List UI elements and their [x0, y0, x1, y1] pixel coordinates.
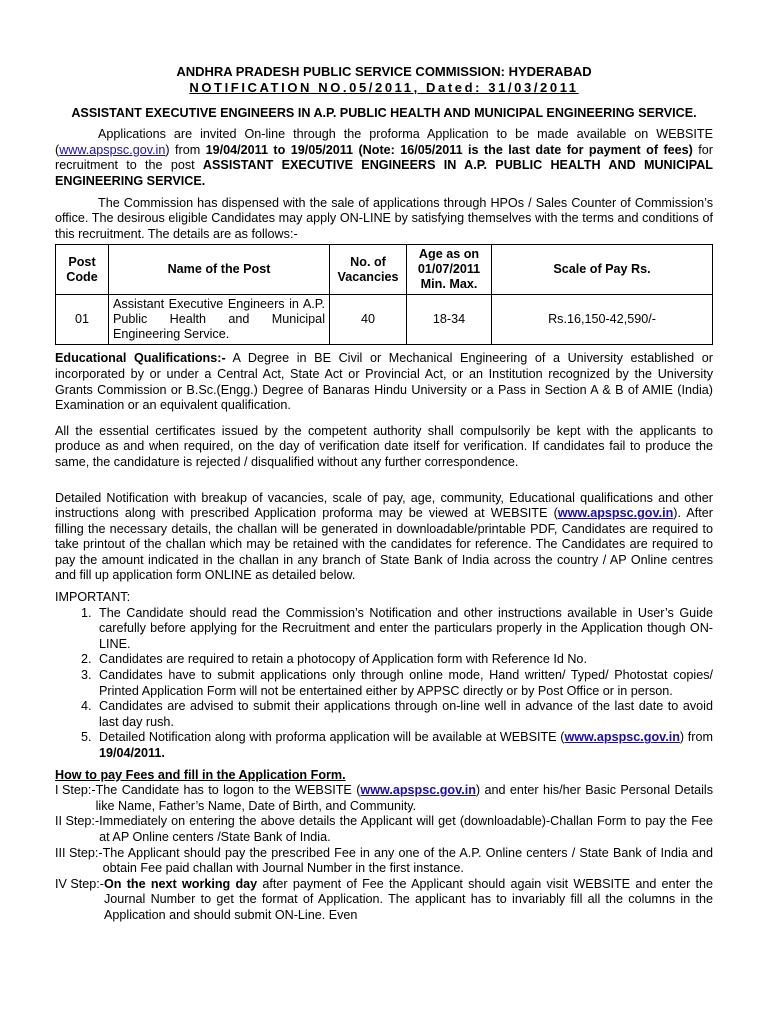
- cell-vacancies: 40: [330, 295, 407, 345]
- intro-post-name: ASSISTANT EXECUTIVE ENGINEERS IN A.P. PUBLIC HEALTH AND MUNICIPAL ENGINEERING SERVICE.: [55, 158, 713, 188]
- cell-pay-scale: Rs.16,150-42,590/-: [492, 295, 713, 345]
- step-3: III Step:- The Applicant should pay the prescribed Fee in any one of the A.P. Online centers / State Bank of India and obtain Fee paid challan with Journal Number in the first instance.: [55, 845, 713, 876]
- website-link[interactable]: www.apspsc.gov.in: [557, 506, 674, 521]
- qualifications-paragraph: Educational Qualifications:- A Degree in BE Civil or Mechanical Engineering of a University established or incorporated by or under a Central Act, State Act or Provincial Act, or an Institution recognized by the University Grants Commission or B.Sc.(Engg.) Degree of Banaras Hindu University or a Pass in Section A & B of AMIE (India) Examination or an equivalent qualification.: [55, 351, 713, 413]
- table-header-row: [56, 245, 713, 295]
- cell-post-code: 01: [56, 295, 109, 345]
- post-title: ASSISTANT EXECUTIVE ENGINEERS IN A.P. PUBLIC HEALTH AND MUNICIPAL ENGINEERING SERVICE.: [71, 106, 697, 121]
- website-link[interactable]: www.apspsc.gov.in: [59, 142, 166, 157]
- steps-list: [55, 783, 713, 923]
- notification-number: NOTIFICATION NO.05/2011, Dated: 31/03/2011: [189, 79, 579, 95]
- org-heading: ANDHRA PRADESH PUBLIC SERVICE COMMISSION: HYDERABAD: [176, 64, 592, 79]
- col-age: Age as on 01/07/2011 Min. Max.: [407, 245, 492, 295]
- col-post-code: Post Code: [56, 245, 109, 295]
- howto-heading: How to pay Fees and fill in the Application Form.: [55, 767, 346, 782]
- notification-page: [55, 0, 713, 924]
- certificates-paragraph: All the essential certificates issued by the competent authority shall compulsorily be kept with the applicants to produce as and when required, on the day of verification date itself for verification. If candidates fail to produce the same, the candidature is rejected / disqualified without any further correspondence.: [55, 423, 713, 469]
- intro-paragraph: Applications are invited On-line through the proforma Application to be made available on WEBSITE (www.apspsc.gov.in) from 19/04/2011 to 19/05/2011 (Note: 16/05/2011 is the last date for payment of fees) for recruitment to the post ASSISTANT EXECUTIVE ENGINEERS IN A.P. PUBLIC HEALTH AND MUNICIPAL ENGINEERING SERVICE.: [55, 127, 713, 188]
- step-label: IV Step:-: [55, 876, 104, 891]
- step-label: II Step:-: [55, 814, 100, 829]
- vacancy-table: [55, 244, 713, 345]
- step-label: I Step:-: [55, 783, 96, 798]
- col-post-name: Name of the Post: [109, 245, 330, 295]
- website-link[interactable]: www.apspsc.gov.in: [564, 730, 680, 745]
- list-item: 2. Candidates are required to retain a photocopy of Application form with Reference Id No.: [95, 652, 713, 668]
- website-link[interactable]: www.apspsc.gov.in: [360, 783, 476, 798]
- list-item: 3. Candidates have to submit applications only through online mode, Hand written/ Typed/ Photostat copies/ Printed Application Form will not be entertained either by APPSC directly or by Post Office or in person.: [95, 668, 713, 699]
- list-item: 5. Detailed Notification along with proforma application will be available at WEBSITE (www.apspsc.gov.in) from 19/04/2011.: [95, 730, 713, 761]
- important-label: IMPORTANT:: [55, 590, 131, 605]
- application-dates: 19/04/2011 to 19/05/2011 (Note: 16/05/2011 is the last date for payment of fees): [205, 142, 693, 157]
- detailed-notification-paragraph: Detailed Notification with breakup of vacancies, scale of pay, age, community, Educational qualifications and other instructions along with prescribed Application proforma may be viewed at WEBSITE (www.apspsc.gov.in). After filling the necessary details, the challan will be generated in downloadable/printable PDF, Candidates are required to take printout of the challan which may be retained with the candidates for reference. The Candidates are required to pay the amount indicated in the challan in any branch of State Bank of India across the country / AP Online centres and fill up application form ONLINE as detailed below.: [55, 490, 713, 583]
- step-2: II Step:- Immediately on entering the above details the Applicant will get (downloadable)-Challan Form to pay the Fee at AP Online centers /State Bank of India.: [55, 814, 713, 844]
- list-item: 1. The Candidate should read the Commission’s Notification and other instructions available in User’s Guide carefully before applying for the Recruitment and enter the particulars properly in the Application though ON-LINE.: [95, 606, 713, 653]
- table-row: [56, 295, 713, 345]
- col-vacancies: No. of Vacancies: [330, 245, 407, 295]
- qualifications-label: Educational Qualifications:-: [55, 351, 226, 366]
- list-item: 4. Candidates are advised to submit their applications through on-line well in advance of the last date to avoid last day rush.: [95, 699, 713, 730]
- step-1: I Step:- The Candidate has to logon to the WEBSITE (www.apspsc.gov.in) and enter his/her Basic Personal Details like Name, Father’s Name, Date of Birth, and Community.: [55, 783, 713, 813]
- cell-age: 18-34: [407, 295, 492, 345]
- important-list: [55, 606, 713, 762]
- step-4: IV Step:- On the next working day after payment of Fee the Applicant should again visit WEBSITE and enter the Journal Number to get the format of Application. The applicant has to invariably fill all the columns in the Application and should submit ON-Line. Even: [55, 876, 713, 922]
- dispensed-paragraph: The Commission has dispensed with the sale of applications through HPOs / Sales Counter of Commission’s office. The desirous eligible Candidates may apply ON-LINE by satisfying themselves with the terms and conditions of this recruitment. The details are as follows:-: [55, 195, 713, 241]
- col-pay-scale: Scale of Pay Rs.: [492, 245, 713, 295]
- cell-post-name: Assistant Executive Engineers in A.P. Public Health and Municipal Engineering Service.: [109, 295, 330, 345]
- step-label: III Step:-: [55, 845, 103, 860]
